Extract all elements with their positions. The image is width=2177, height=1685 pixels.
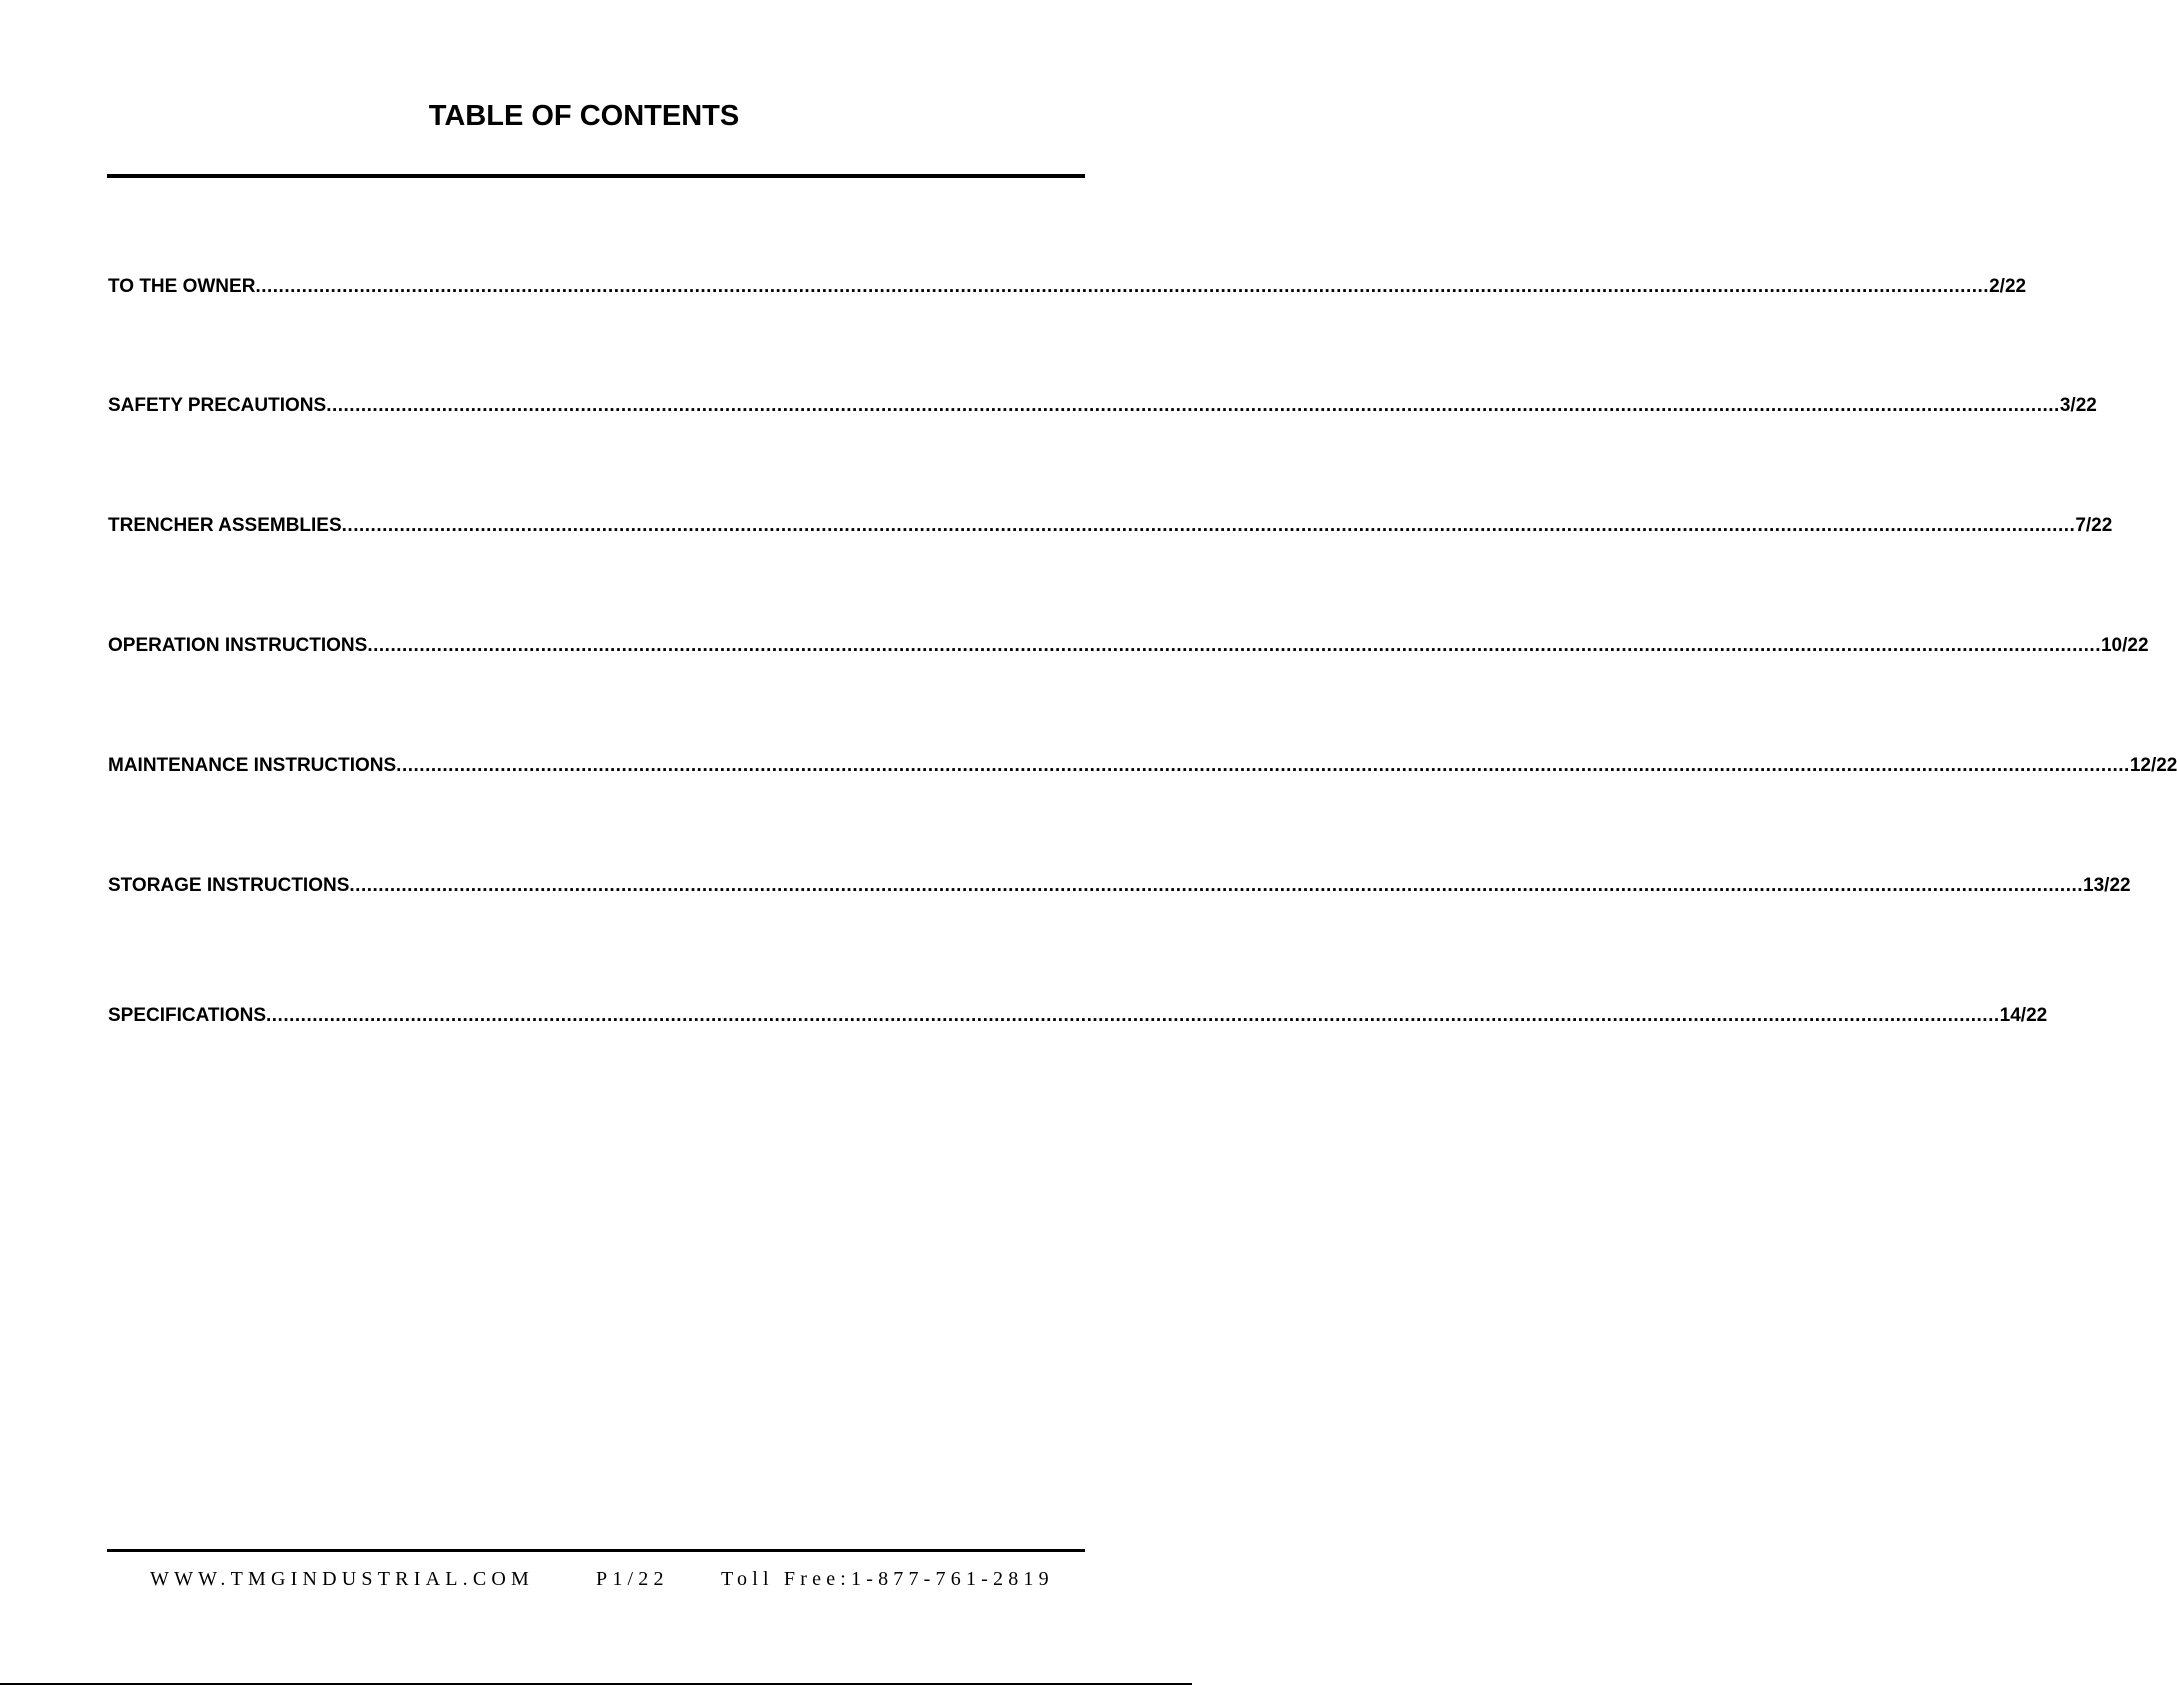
toc-entry-label: SAFETY PRECAUTIONS — [108, 395, 327, 416]
toc-dot-leader: ............................................................................................................................................................................................................................................................................................................ — [255, 276, 1990, 297]
toc-dot-leader: ............................................................................................................................................................................................................................................................................................................ — [367, 635, 2101, 656]
toc-dot-leader: ............................................................................................................................................................................................................................................................................................................ — [341, 515, 2076, 536]
toc-entry-page: 13/22 — [2083, 875, 2131, 896]
footer-page-number: P1/22 — [596, 1568, 669, 1590]
toc-dot-leader: ............................................................................................................................................................................................................................................................................................................ — [349, 875, 2084, 896]
toc-entry-specifications[interactable] — [108, 1003, 2048, 1029]
toc-entry-safety-precautions[interactable] — [108, 393, 2097, 419]
toc-dot-leader: ............................................................................................................................................................................................................................................................................................................ — [326, 395, 2060, 416]
toc-dot-leader: ............................................................................................................................................................................................................................................................................................................ — [396, 755, 2130, 776]
footer-divider — [107, 1549, 1085, 1552]
header-divider — [107, 174, 1085, 178]
toc-entry-page: 7/22 — [2075, 515, 2113, 536]
toc-entry-page: 12/22 — [2129, 755, 2177, 776]
toc-entry-maintenance-instructions[interactable] — [108, 753, 2177, 779]
toc-entry-label: TRENCHER ASSEMBLIES — [108, 515, 342, 536]
toc-entry-to-the-owner[interactable] — [108, 274, 2027, 300]
toc-entry-label: OPERATION INSTRUCTIONS — [108, 635, 368, 656]
toc-entry-storage-instructions[interactable] — [108, 873, 2131, 899]
toc-entry-trencher-assemblies[interactable] — [108, 513, 2113, 539]
toc-entry-label: MAINTENANCE INSTRUCTIONS — [108, 755, 397, 776]
toc-entry-page: 2/22 — [1989, 276, 2027, 297]
toc-entry-label: STORAGE INSTRUCTIONS — [108, 875, 350, 896]
footer-website: WWW.TMGINDUSTRIAL.COM — [150, 1568, 534, 1590]
toc-entry-label: TO THE OWNER — [108, 276, 256, 297]
toc-entry-label: SPECIFICATIONS — [108, 1005, 266, 1026]
toc-dot-leader: ............................................................................................................................................................................................................................................................................................................ — [266, 1005, 2000, 1026]
footer-phone: Toll Free:1-877-761-2819 — [721, 1568, 1054, 1590]
toc-entry-page: 3/22 — [2059, 395, 2097, 416]
page-title: TABLE OF CONTENTS — [428, 100, 740, 132]
toc-entry-page: 10/22 — [2100, 635, 2149, 656]
toc-entry-operation-instructions[interactable] — [108, 633, 2149, 659]
toc-entry-page: 14/22 — [1999, 1005, 2048, 1026]
